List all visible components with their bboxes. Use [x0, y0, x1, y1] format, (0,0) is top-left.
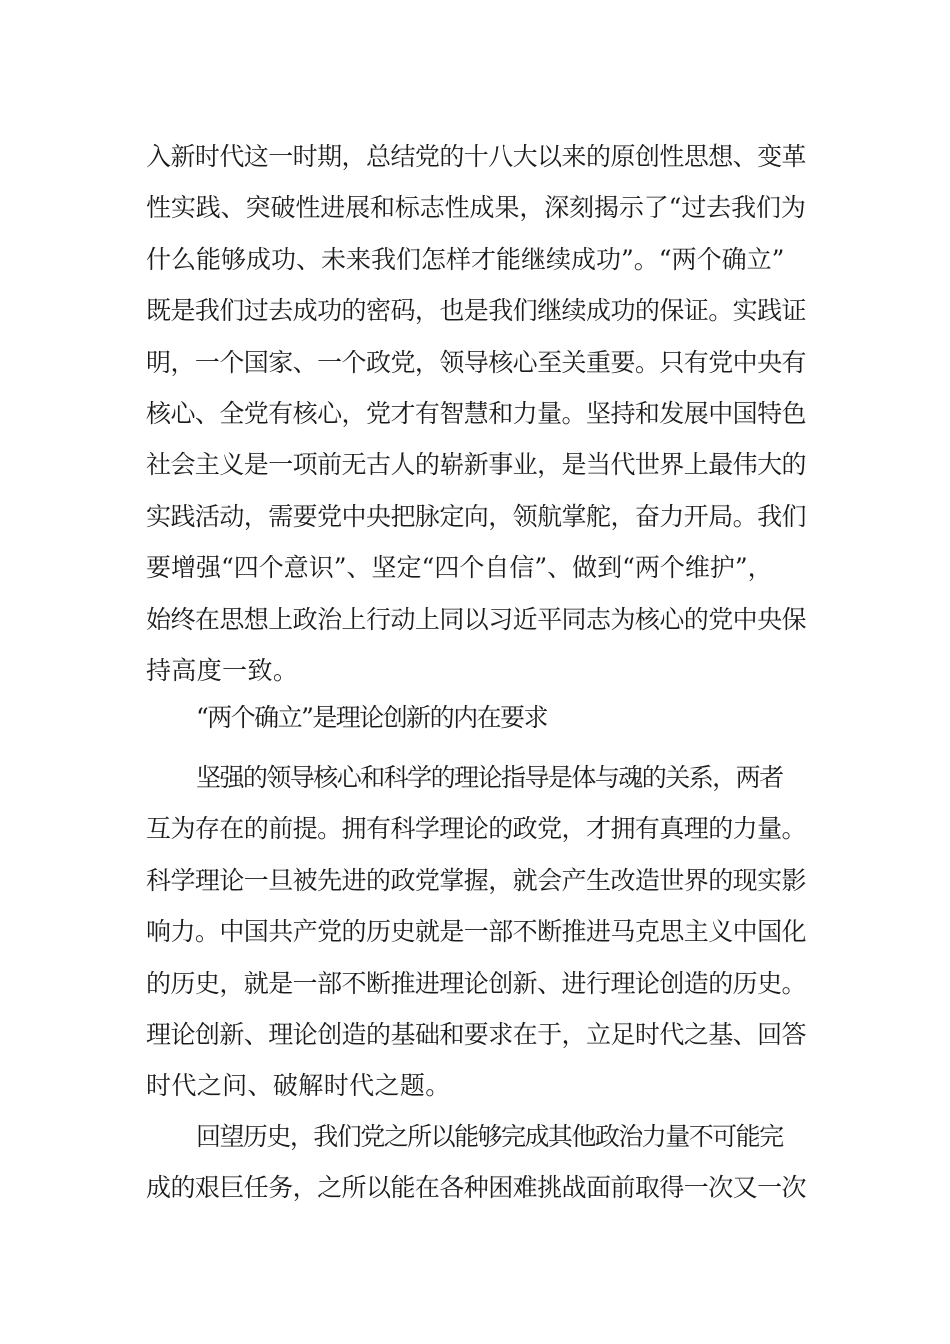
- paragraph-line: 坚强的领导核心和科学的理论指导是体与魂的关系，两者: [196, 763, 783, 792]
- paragraph-line: 明，一个国家、一个政党，领导核心至关重要。只有党中央有: [146, 347, 807, 377]
- section-heading-text: “两个确立”是理论创新的内在要求: [196, 703, 547, 732]
- paragraph-line: 入新时代这一时期，总结党的十八大以来的原创性思想、变革: [146, 142, 807, 171]
- paragraph-line: 时代之问、破解时代之题。: [146, 1071, 451, 1101]
- paragraph-line: 持高度一致。: [146, 655, 299, 685]
- paragraph-line: 互为存在的前提。拥有科学理论的政党，才拥有真理的力量。: [146, 814, 807, 844]
- paragraph-line: 既是我们过去成功的密码，也是我们继续成功的保证。实践证: [146, 296, 807, 326]
- paragraph-line: 成的艰巨任务，之所以能在各种困难挑战面前取得一次又一次: [146, 1173, 807, 1203]
- paragraph-theory-innovation: [146, 752, 806, 1112]
- paragraph-line: 回望历史，我们党之所以能够完成其他政治力量不可能完: [196, 1122, 783, 1151]
- paragraph-line: 实践活动，需要党中央把脉定向，领航掌舵，奋力开局。我们: [146, 501, 807, 531]
- paragraph-line: 要增强“四个意识”、坚定“四个自信”、做到“两个维护”，: [146, 553, 773, 583]
- paragraph-looking-back: [146, 1111, 806, 1214]
- paragraph-line: 的历史，就是一部不断推进理论创新、进行理论创造的历史。: [146, 968, 807, 998]
- paragraph-line: 什么能够成功、未来我们怎样才能继续成功”。“两个确立”: [146, 244, 785, 274]
- paragraph-line: 性实践、突破性进展和标志性成果，深刻揭示了“过去我们为: [146, 193, 806, 223]
- paragraph-line: 理论创新、理论创造的基础和要求在于，立足时代之基、回答: [146, 1019, 807, 1049]
- paragraph-line: 核心、全党有核心，党才有智慧和力量。坚持和发展中国特色: [146, 398, 807, 428]
- section-heading: [146, 692, 806, 743]
- paragraph-line: 响力。中国共产党的历史就是一部不断推进马克思主义中国化: [146, 917, 807, 947]
- paragraph-two-establishments-significance: [146, 131, 806, 696]
- paragraph-line: 科学理论一旦被先进的政党掌握，就会产生改造世界的现实影: [146, 865, 807, 895]
- paragraph-line: 社会主义是一项前无古人的崭新事业，是当代世界上最伟大的: [146, 450, 807, 480]
- paragraph-line: 始终在思想上政治上行动上同以习近平同志为核心的党中央保: [146, 604, 807, 634]
